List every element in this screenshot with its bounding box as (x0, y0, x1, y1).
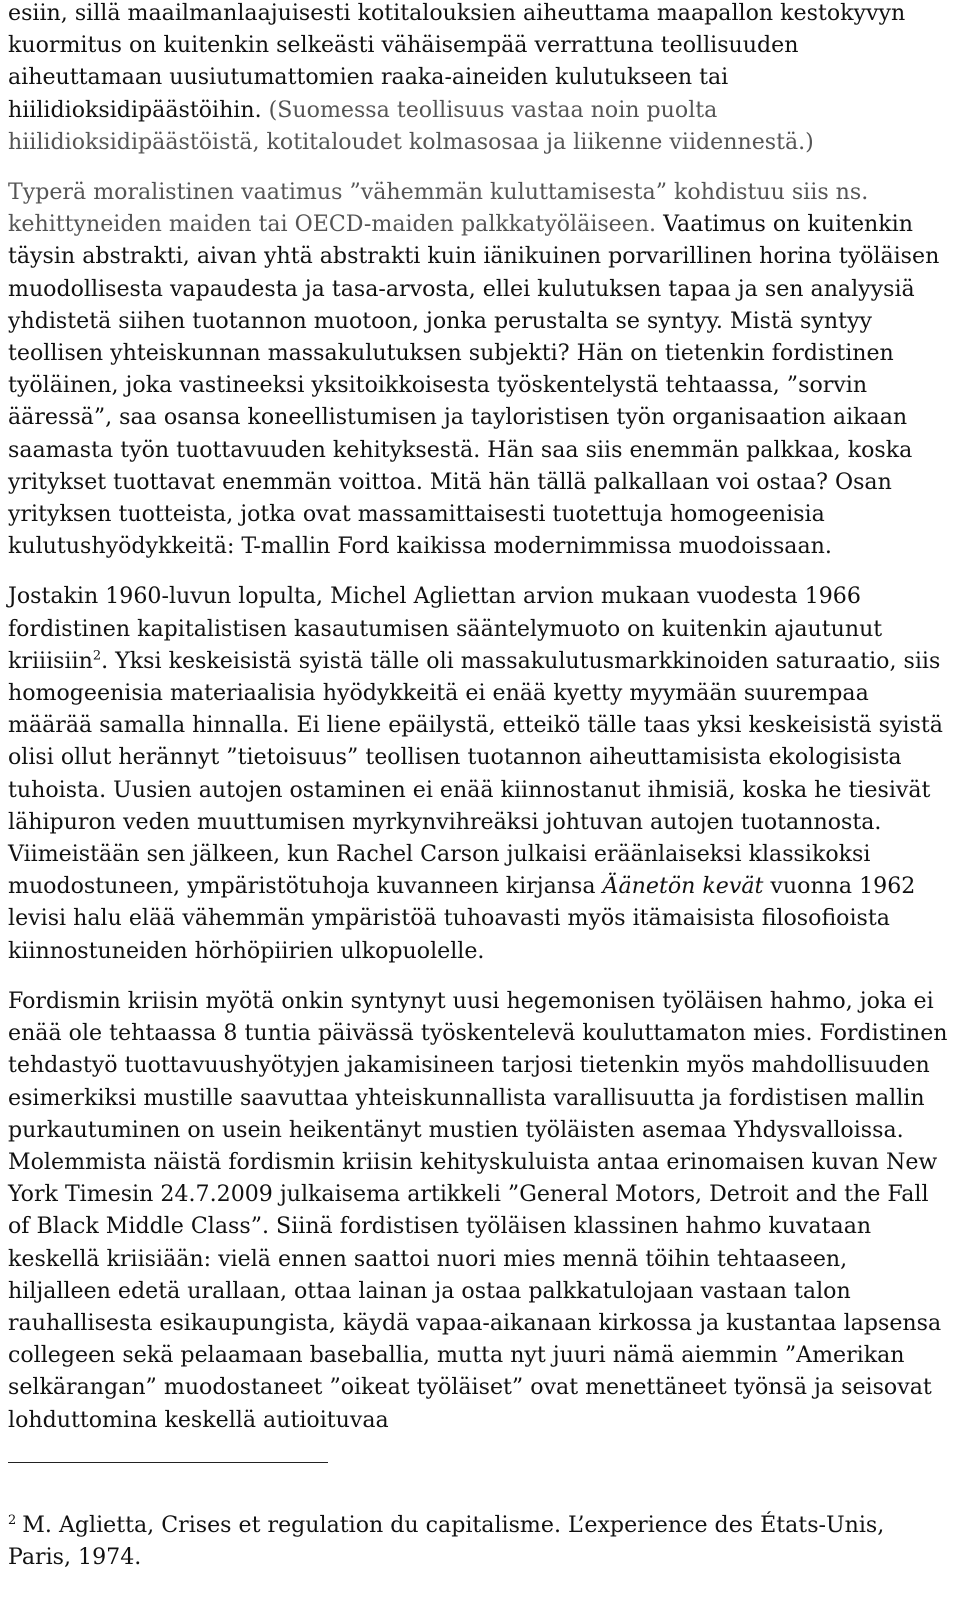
paragraph-2-opening: Typerä moralistinen vaatimus ”vähemmän kuluttamisesta” kohdistuu siis ns. kehittyneiden maiden tai OECD-maiden palkkatyöläiseen. (8, 179, 869, 238)
footnote-text: M. Aglietta, Crises et regulation du capitalisme. L’experience des États-Unis, Paris, 1974. (8, 1512, 885, 1571)
footnote-number: 2 (8, 1512, 17, 1528)
book-title: Äänetön kevät (602, 873, 764, 900)
footnote-reference-2: 2 (92, 648, 102, 664)
paragraph-4 (8, 985, 948, 1436)
document-page (8, 0, 948, 1609)
paragraph-3-text-middle: . Yksi keskeisistä syistä tälle oli massakulutusmarkkinoiden saturaatio, siis homogeenisia materiaalisia hyödykkeitä ei enää kyetty myymään suurempaa määrää samalla hinnalla. Ei liene epäilystä, etteikö tälle taas yksi keskeisistä syistä olisi ollut herännyt ”tietoisuus” teollisen tuotannon aiheuttamisista ekologisista tuhoista. Uusien autojen ostaminen ei enää kiinnostanut ihmisiä, koska he tiesivät lähipuron veden muuttumisen myrkynvihreäksi johtuvan autojen tuotannosta. Viimeistään sen jälkeen, kun Rachel Carson julkaisi eräänlaiseksi klassikoksi muodostuneen, ympäristötuhoja kuvanneen kirjansa (8, 647, 943, 900)
paragraph-2-text: Vaatimus on kuitenkin täysin abstrakti, aivan yhtä abstrakti kuin iänikuinen porvarillinen horina työläisen muodollisesta vapaudesta ja tasa-arvosta, ellei kulutuksen tapaa ja sen analyysiä yhdistetä siihen tuotannon muotoon, jonka perustalta se syntyy. Mistä syntyy teollisen yhteiskunnan massakulutuksen subjekti? Hän on tietenkin fordistinen työläinen, joka vastineeksi yksitoikkoisesta työskentelystä tehtaassa, ”sorvin ääressä”, saa osansa koneellistumisen ja tayloristisen työn organisaation aikaan saamasta työn tuottavuuden kehityksestä. Hän saa siis enemmän palkkaa, koska yritykset tuottavat enemmän voittoa. Mitä hän tällä palkallaan voi ostaa? Osan yrityksen tuotteista, jotka ovat massamittaisesti tuotettuja homogeenisia kulutushyödykkeitä: T-mallin Ford kaikissa modernimmissa muodoissaan. (8, 211, 940, 560)
paragraph-4-text: Fordismin kriisin myötä onkin syntynyt uusi hegemonisen työläisen hahmo, joka ei enää ole tehtaassa 8 tuntia päivässä työskentelevä kouluttamaton mies. Fordistinen tehdastyö tuottavuushyötyjen jakamisineen tarjosi tietenkin myös mahdollisuuden esimerkiksi mustille saavuttaa yhteiskunnallista varallisuutta ja fordistisen mallin purkautuminen on usein heikentänyt mustien työläisten asemaa Yhdysvalloissa. Molemmista näistä fordismin kriisin kehityskuluista antaa erinomaisen kuvan New York Timesin 24.7.2009 julkaisema artikkeli ”General Motors, Detroit and the Fall of Black Middle Class”. Siinä fordistisen työläisen klassinen hahmo kuvataan keskellä kriisiään: vielä ennen saattoi nuori mies mennä töihin tehtaaseen, hiljalleen edetä urallaan, ottaa lainan ja ostaa palkkatulojaan vastaan talon rauhallisesta esikaupungista, käydä vapaa-aikanaan kirkossa ja kustantaa lapsensa collegeen sekä pelaamaan baseballia, mutta nyt juuri nämä aiemmin ”Amerikan selkärangan” muodostaneet ”oikeat työläiset” ovat menettäneet työnsä ja seisovat lohduttomina keskellä autioituvaa (8, 987, 948, 1433)
paragraph-1-text: esiin, sillä maailmanlaajuisesti kotitalouksien aiheuttama maapallon kestokyvyn kuormitus on kuitenkin selkeästi vähäisempää verrattuna teollisuuden aiheuttamaan uusiutumattomien raaka-aineiden kulutukseen tai hiilidioksidipäästöihin. (8, 0, 906, 123)
paragraph-1-parenthetical: (Suomessa teollisuus vastaa noin puolta hiilidioksidipäästöistä, kotitaloudet kolmasosaa ja liikenne viidennestä.) (8, 96, 814, 155)
paragraph-3-text-start: Jostakin 1960-luvun lopulta, Michel Agliettan arvion mukaan vuodesta 1966 fordistinen kapitalistisen kasautumisen sääntelymuoto on kuitenkin ajautunut kriiisiin (8, 583, 883, 674)
paragraph-3-text-end: vuonna 1962 levisi halu elää vähemmän ympäristöä tuhoavasti myös itämaisista filosofioista kiinnostuneiden hörhöpiirien ulkopuolelle. (8, 873, 916, 964)
paragraph-2 (8, 176, 948, 562)
paragraph-1 (8, 0, 948, 158)
footnote-2 (8, 1509, 938, 1573)
paragraph-3 (8, 580, 948, 966)
footnote-separator (8, 1462, 328, 1463)
